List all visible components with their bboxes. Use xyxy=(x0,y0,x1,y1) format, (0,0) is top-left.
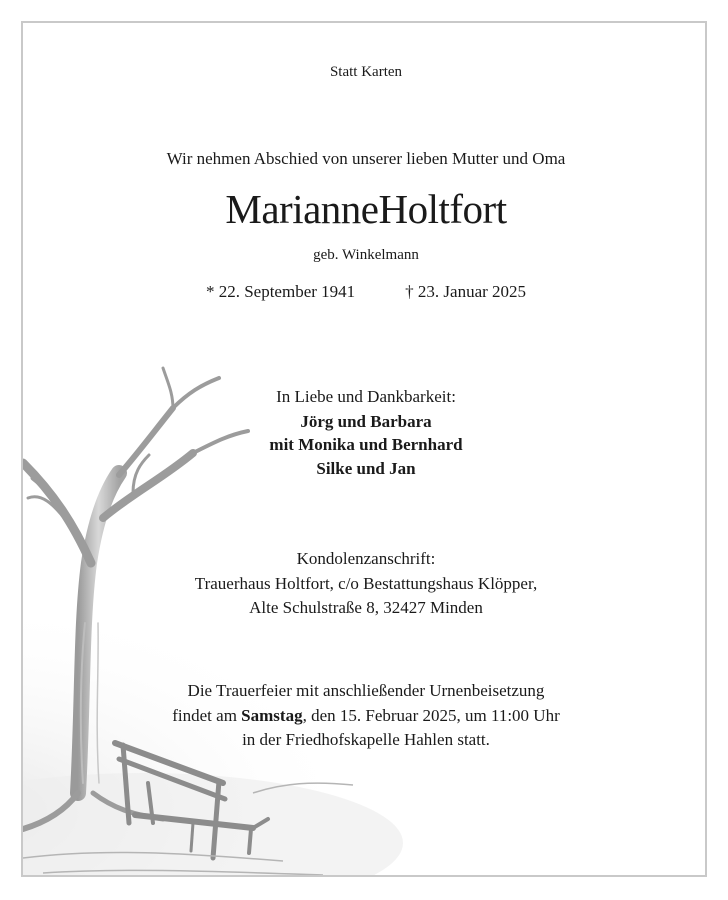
birth-date: * 22. September 1941 xyxy=(205,282,356,301)
header-text: Statt Karten xyxy=(329,64,403,80)
ceremony-date-line xyxy=(23,706,707,726)
deceased-name xyxy=(23,185,707,233)
condolence-address-line: Alte Schulstraße 8, 32427 Minden xyxy=(249,598,483,617)
mourner-line: mit Monika und Bernhard xyxy=(269,435,463,454)
birth-name: geb. Winkelmann xyxy=(313,247,419,263)
death-date: † 23. Januar 2025 xyxy=(405,282,527,301)
ceremony-date-suffix: , den 15. Februar 2025, um 11:00 Uhr xyxy=(302,706,560,725)
condolence-heading: Kondolenzanschrift: xyxy=(296,549,436,568)
notice-frame xyxy=(21,21,707,877)
ceremony-line: in der Friedhofskapelle Hahlen statt. xyxy=(242,730,490,749)
ceremony-date-prefix: findet am xyxy=(172,706,242,725)
notice-content xyxy=(23,23,707,877)
ceremony-day: Samstag xyxy=(241,706,303,725)
mourners-heading: In Liebe und Dankbarkeit: xyxy=(276,387,456,406)
mourner-line: Silke und Jan xyxy=(316,459,416,478)
condolence-address-line: Trauerhaus Holtfort, c/o Bestattungshaus Klöpper, xyxy=(194,574,538,593)
life-dates xyxy=(23,282,707,302)
first-name: Marianne xyxy=(225,186,379,232)
last-name: Holtfort xyxy=(378,186,507,232)
ceremony-line: Die Trauerfeier mit anschließender Urnenbeisetzung xyxy=(187,681,545,700)
mourner-line: Jörg und Barbara xyxy=(300,412,432,431)
intro-text: Wir nehmen Abschied von unserer lieben Mutter und Oma xyxy=(166,149,566,168)
